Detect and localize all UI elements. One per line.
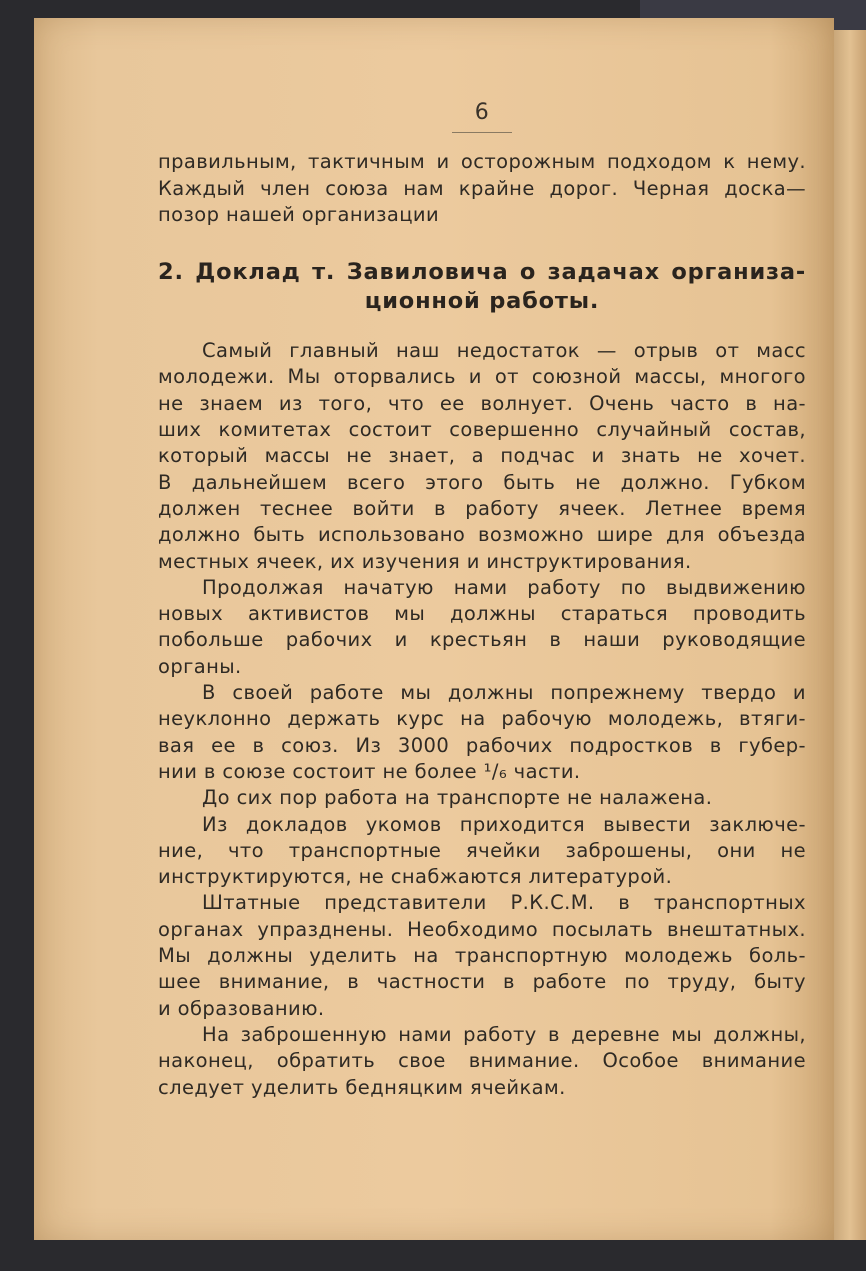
paragraph	[158, 812, 806, 891]
heading-line: ционной работы.	[364, 288, 600, 315]
text-line: неуклонно держать курс на рабочую молодежь, втяги-	[158, 707, 806, 731]
text-line: Мы должны уделить на транспортную молодежь боль-	[158, 944, 806, 968]
page-number: 6	[474, 100, 490, 125]
text-line: Из докладов укомов приходится вывести заключе-	[202, 812, 806, 836]
text-line: Штатные представители Р.К.С.М. в транспортных	[202, 891, 806, 915]
text-line: молодежи. Мы оторвались и от союзной массы, многого	[158, 365, 806, 389]
text-line: нии в союзе состоит не более ¹/₆ части.	[158, 759, 581, 783]
text-line: должен теснее войти в работу ячеек. Летнее время	[158, 496, 806, 520]
text-line: новых активистов мы должны стараться проводить	[158, 602, 806, 626]
text-line: Продолжая начатую нами работу по выдвижению	[202, 575, 806, 599]
paragraph	[158, 785, 806, 811]
paragraph	[158, 680, 806, 785]
text-line: который массы не знает, а подчас и знать не хочет.	[158, 444, 806, 468]
text-line: Самый главный наш недостаток — отрыв от масс	[202, 339, 806, 363]
text-line: местных ячеек, их изучения и инструктирования.	[158, 549, 692, 573]
text-line: ших комитетах состоит совершенно случайный состав,	[158, 418, 806, 442]
text-line: должно быть использовано возможно шире для объезда	[158, 523, 806, 547]
text-line: органы.	[158, 654, 242, 678]
page-number-rule	[452, 132, 512, 133]
text-line: Каждый член союза нам крайне дорог. Черная доска—	[158, 176, 806, 200]
text-line: и образованию.	[158, 996, 325, 1020]
text-line: До сих пор работа на транспорте не налажена.	[202, 786, 713, 810]
text-line: побольше рабочих и крестьян в наши руководящие	[158, 628, 806, 652]
text-line: позор нашей организации	[158, 202, 440, 226]
text-line: инструктируются, не снабжаются литературой.	[158, 865, 673, 889]
text-line: ние, что транспортные ячейки заброшены, они не	[158, 838, 806, 862]
text-line: В дальнейшем всего этого быть не должно. Губком	[158, 470, 806, 494]
page-text	[158, 100, 806, 1101]
paragraph	[158, 338, 806, 575]
text-line: правильным, тактичным и осторожным подходом к нему.	[158, 150, 806, 174]
section-heading	[158, 258, 806, 316]
intro-paragraph	[158, 149, 806, 228]
paragraph	[158, 890, 806, 1021]
text-line: следует уделить бедняцким ячейкам.	[158, 1075, 566, 1099]
heading-line: 2. Доклад т. Завиловича о задачах организа-	[158, 259, 806, 286]
text-line: наконец, обратить свое внимание. Особое внимание	[158, 1049, 806, 1073]
paragraph	[158, 1022, 806, 1101]
text-line: органах упразднены. Необходимо посылать внештатных.	[158, 917, 806, 941]
text-line: шее внимание, в частности в работе по труду, быту	[158, 970, 806, 994]
text-line: На заброшенную нами работу в деревне мы должны,	[202, 1022, 806, 1046]
paragraph	[158, 575, 806, 680]
text-line: не знаем из того, что ее волнует. Очень часто в на-	[158, 391, 806, 415]
text-line: вая ее в союз. Из 3000 рабочих подростков в губер-	[158, 733, 806, 757]
text-line: В своей работе мы должны попрежнему твердо и	[202, 681, 806, 705]
